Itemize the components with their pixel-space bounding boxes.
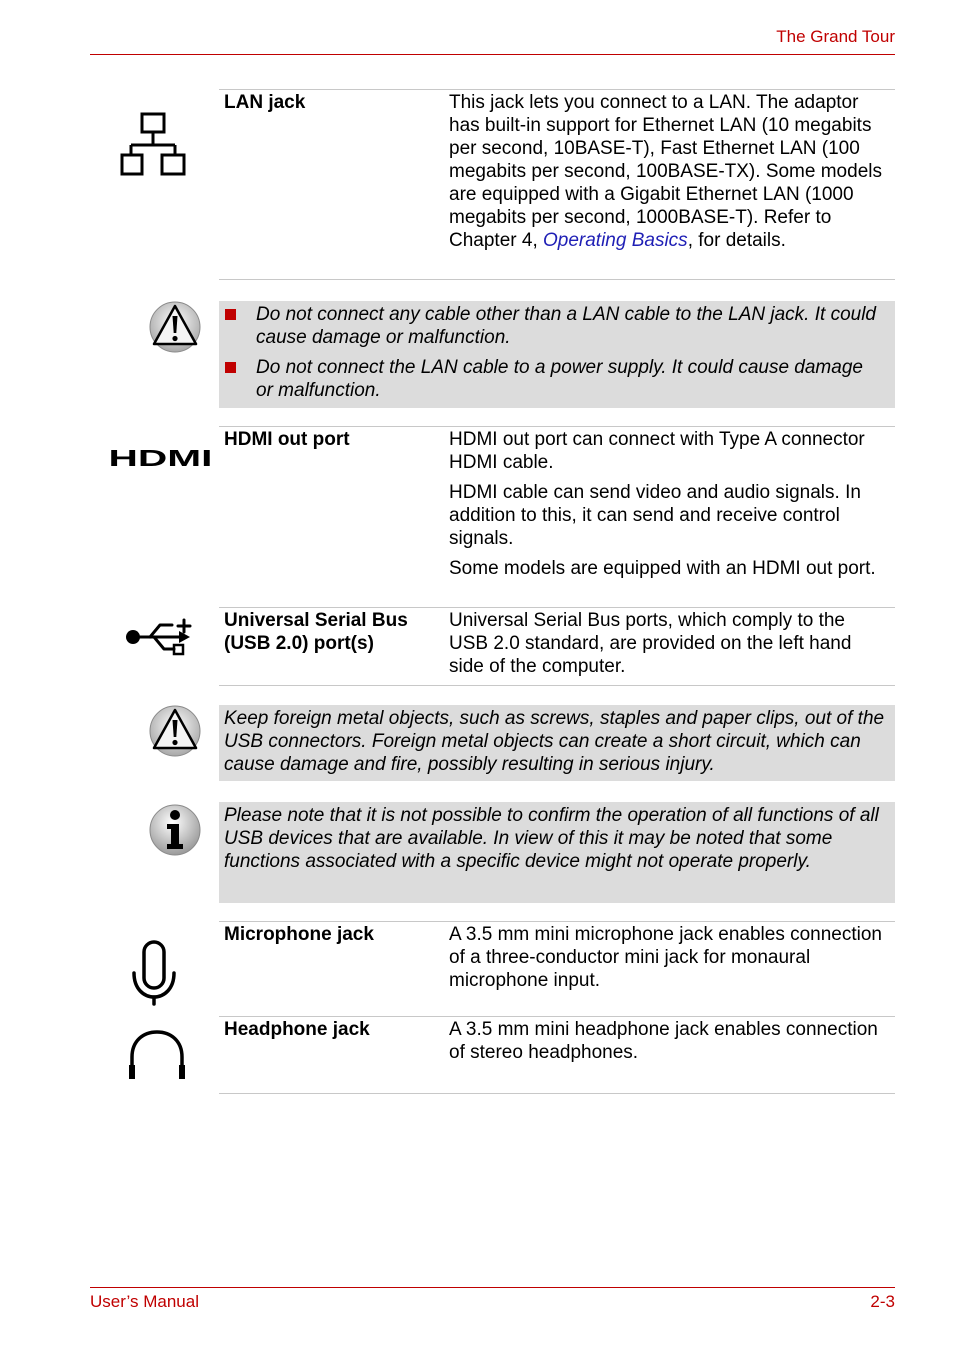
usb-port-term: Universal Serial Bus (USB 2.0) port(s)	[224, 610, 408, 654]
lan-jack-row	[219, 89, 895, 280]
page-header-title: The Grand Tour	[776, 27, 895, 46]
hdmi-paragraph: Some models are equipped with an HDMI out port.	[449, 558, 876, 579]
hdmi-paragraph: HDMI cable can send video and audio signals. In addition to this, it can send and receive control signals.	[449, 482, 861, 549]
microphone-jack-description: A 3.5 mm mini microphone jack enables connection of a three-conductor mini jack for monaural microphone input.	[449, 924, 883, 991]
hdmi-port-row	[219, 426, 895, 608]
usb-icon	[124, 615, 194, 659]
headphone-jack-description: A 3.5 mm mini headphone jack enables connection of stereo headphones.	[449, 1019, 878, 1063]
usb-warning-note	[219, 705, 895, 781]
usb-info-text: Please note that it is not possible to confirm the operation of all functions of all USB devices that are available. In view of this it may be noted that some functions associated with a specific device might not operate properly.	[224, 805, 879, 872]
microphone-icon	[130, 939, 178, 1007]
header-rule	[90, 54, 895, 55]
headphone-jack-term: Headphone jack	[224, 1019, 370, 1040]
hdmi-paragraph: HDMI out port can connect with Type A connector HDMI cable.	[449, 429, 865, 473]
hdmi-port-term: HDMI out port	[224, 429, 350, 450]
bullet-square	[225, 309, 236, 320]
usb-port-description: Universal Serial Bus ports, which comply to the USB 2.0 standard, are provided on the left hand side of the computer.	[449, 610, 852, 677]
operating-basics-link[interactable]: Operating Basics	[543, 230, 688, 251]
lan-jack-term: LAN jack	[224, 92, 306, 113]
footer-page-number: 2-3	[870, 1292, 895, 1311]
usb-port-row	[219, 607, 895, 686]
lan-desc-tail: , for details.	[687, 230, 786, 251]
headphone-jack-row	[219, 1016, 895, 1094]
hdmi-logo	[107, 447, 214, 469]
warning-icon	[148, 300, 202, 354]
lan-row-bottom-rule	[219, 279, 895, 280]
warning-icon	[148, 704, 202, 758]
bullet-square	[225, 362, 236, 373]
lan-desc-text: This jack lets you connect to a LAN. The adaptor has built-in support for Ethernet LAN (10 megabits per second, 10BASE-T), Fast Ethernet LAN (100 megabits per second, 100BASE-TX). Some models are equipped with a Gigabit Ethernet LAN (1000 megabits per second, 1000BASE-T). Refer to Chapter 4,	[449, 92, 882, 251]
usb-info-note	[219, 802, 895, 903]
usb-warning-text: Keep foreign metal objects, such as screws, staples and paper clips, out of the USB connectors. Foreign metal objects can create a short circuit, which can cause damage and fire, possibly resulting in serious injury.	[224, 708, 885, 775]
microphone-jack-term: Microphone jack	[224, 924, 374, 945]
info-icon	[148, 803, 202, 857]
lan-icon	[118, 112, 190, 178]
headphone-icon	[127, 1029, 187, 1081]
lan-warning-note	[219, 301, 895, 408]
microphone-jack-row	[219, 921, 895, 1017]
warning-item: Do not connect any cable other than a LAN cable to the LAN jack. It could cause damage or malfunction.	[219, 303, 885, 349]
warning-item: Do not connect the LAN cable to a power supply. It could cause damage or malfunction.	[219, 356, 885, 402]
svg-text:HDMI: HDMI	[108, 447, 213, 469]
lan-jack-description	[449, 91, 889, 252]
hdmi-port-description	[449, 428, 889, 587]
footer-rule	[90, 1287, 895, 1288]
footer-manual-title: User’s Manual	[90, 1292, 199, 1311]
